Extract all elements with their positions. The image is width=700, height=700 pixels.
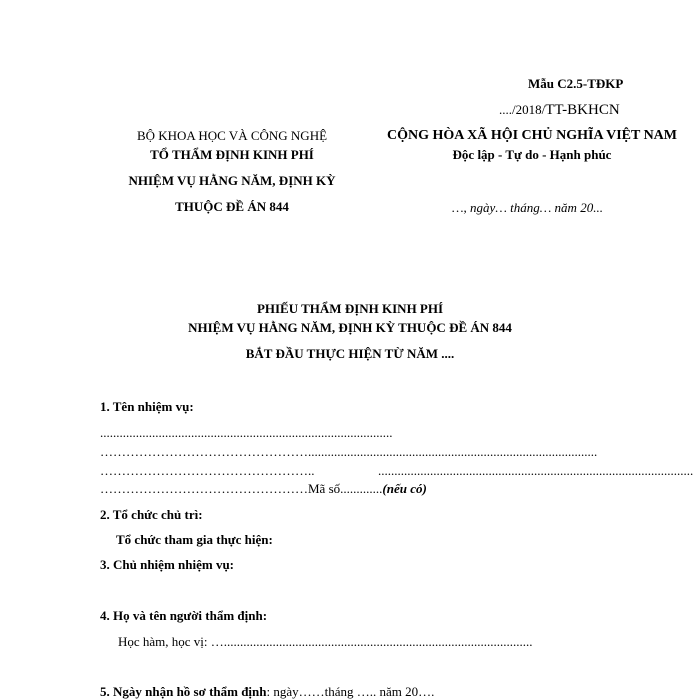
section-5-label: 5. Ngày nhận hồ sơ thẩm định xyxy=(100,684,267,699)
academic-title-line: Học hàm, học vị: …............................................................................................... xyxy=(118,634,533,649)
section-1-label: 1. Tên nhiệm vụ: xyxy=(100,399,194,414)
receipt-date: : ngày……tháng ….. năm 20…. xyxy=(266,684,435,699)
issue-date: …, ngày… tháng… năm 20... xyxy=(452,200,603,215)
agency-line-3: THUỘC ĐỀ ÁN 844 xyxy=(175,199,289,214)
section-5-line xyxy=(100,684,434,700)
circular-suffix: TT-BKHCN xyxy=(545,102,620,118)
task-code-dots: …………………………………………Mã số............. xyxy=(100,481,383,496)
agency-line-1: TỔ THẨM ĐỊNH KINH PHÍ xyxy=(150,147,314,162)
form-title-line-2: NHIỆM VỤ HẰNG NĂM, ĐỊNH KỲ THUỘC ĐỀ ÁN 844 xyxy=(188,320,512,335)
form-title-line-3: BẮT ĐẦU THỰC HIỆN TỪ NĂM .... xyxy=(245,346,455,361)
agency-line-2: NHIỆM VỤ HẰNG NĂM, ĐỊNH KỲ xyxy=(128,173,336,188)
task-code-line xyxy=(100,481,427,497)
section-2-label: 2. Tổ chức chủ trì: xyxy=(100,507,203,522)
circular-prefix: ..../2018/ xyxy=(499,102,546,117)
national-motto: Độc lập - Tự do - Hạnh phúc xyxy=(452,147,612,162)
task-name-line-3b: ................................................................................................. xyxy=(378,463,694,478)
form-code: Mẫu C2.5-TĐKP xyxy=(528,76,624,91)
circular-number xyxy=(499,101,620,119)
section-3-label: 3. Chủ nhiệm nhiệm vụ: xyxy=(100,557,234,572)
task-name-line-2: …………………………………………......................................................................................... xyxy=(100,444,598,459)
nation-name: CỘNG HÒA XÃ HỘI CHỦ NGHĨA VIỆT NAM xyxy=(386,128,677,143)
section-2-sub: Tổ chức tham gia thực hiện: xyxy=(116,532,273,547)
section-4-label: 4. Họ và tên người thẩm định: xyxy=(100,608,268,623)
ministry-name: BỘ KHOA HỌC VÀ CÔNG NGHỆ xyxy=(136,128,328,143)
task-code-note: (nếu có) xyxy=(382,481,427,496)
task-name-line-1: .......................................................................................... xyxy=(100,425,393,440)
form-title-line-1: PHIẾU THẨM ĐỊNH KINH PHÍ xyxy=(256,301,444,316)
task-name-line-3a: ………………………………………….. xyxy=(100,463,315,478)
